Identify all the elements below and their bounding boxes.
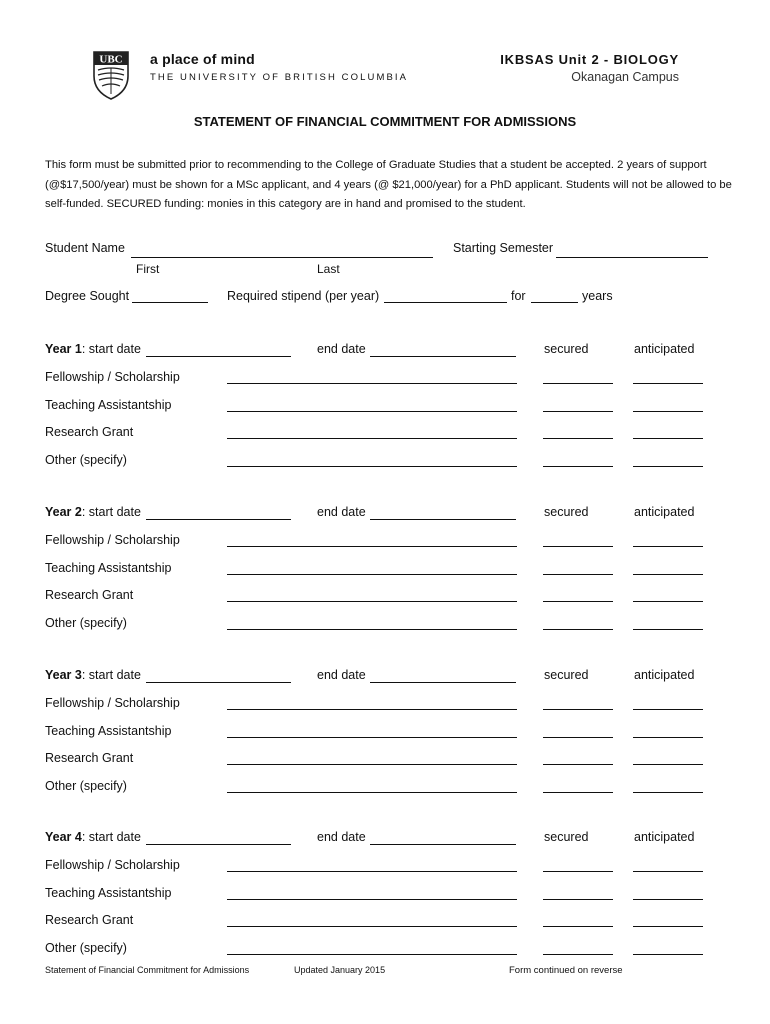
year-3-end-date-field[interactable] [370, 682, 516, 683]
year-3-anticipated-header: anticipated [634, 668, 695, 682]
required-stipend-label: Required stipend (per year) [227, 289, 380, 303]
first-name-caption: First [136, 262, 160, 276]
year-1-row-1-label: Fellowship / Scholarship [45, 370, 180, 384]
year-3-start-date-field[interactable] [146, 682, 291, 683]
degree-sought-field[interactable] [132, 302, 208, 303]
year-1-row-4-anticipated-field[interactable] [633, 466, 703, 467]
year-4-row-3-label: Research Grant [45, 913, 134, 927]
footer-updated-date: Updated January 2015 [294, 965, 386, 975]
campus-name: Okanagan Campus [571, 70, 679, 84]
year-2-end-date-label: end date [317, 505, 366, 519]
year-1-start-label [45, 342, 141, 356]
year-2-end-date-field[interactable] [370, 519, 516, 520]
year-1-row-2-description-field[interactable] [227, 411, 517, 412]
year-3-row-1-anticipated-field[interactable] [633, 709, 703, 710]
year-4-row-2-anticipated-field[interactable] [633, 899, 703, 900]
year-3-row-2-secured-field[interactable] [543, 737, 613, 738]
year-1-row-1-description-field[interactable] [227, 383, 517, 384]
year-2-row-4-label: Other (specify) [45, 616, 127, 630]
year-2-row-1-anticipated-field[interactable] [633, 546, 703, 547]
year-2-row-4-secured-field[interactable] [543, 629, 613, 630]
year-2-label: Year 2 [45, 505, 82, 519]
year-4-row-1-secured-field[interactable] [543, 871, 613, 872]
year-4-row-2-label: Teaching Assistantship [45, 886, 172, 900]
year-4-secured-header: secured [544, 830, 589, 844]
year-3-end-date-label: end date [317, 668, 366, 682]
year-1-row-3-description-field[interactable] [227, 438, 517, 439]
unit-name: IKBSAS Unit 2 - BIOLOGY [500, 52, 679, 67]
year-3-secured-header: secured [544, 668, 589, 682]
last-name-caption: Last [317, 262, 340, 276]
year-1-secured-header: secured [544, 342, 589, 356]
year-4-row-3-secured-field[interactable] [543, 926, 613, 927]
year-4-row-4-anticipated-field[interactable] [633, 954, 703, 955]
year-3-row-1-secured-field[interactable] [543, 709, 613, 710]
student-name-field[interactable] [131, 257, 433, 258]
year-3-row-2-anticipated-field[interactable] [633, 737, 703, 738]
year-2-row-2-label: Teaching Assistantship [45, 561, 172, 575]
year-3-row-4-anticipated-field[interactable] [633, 792, 703, 793]
year-3-row-4-label: Other (specify) [45, 779, 127, 793]
year-3-start-suffix: : start date [81, 668, 141, 682]
year-3-row-1-label: Fellowship / Scholarship [45, 696, 180, 710]
year-4-row-1-label: Fellowship / Scholarship [45, 858, 180, 872]
year-1-row-3-secured-field[interactable] [543, 438, 613, 439]
year-1-row-2-anticipated-field[interactable] [633, 411, 703, 412]
year-2-row-3-secured-field[interactable] [543, 601, 613, 602]
footer-continued-note: Form continued on reverse [509, 965, 623, 976]
form-title: STATEMENT OF FINANCIAL COMMITMENT FOR ADMISSIONS [193, 114, 577, 129]
year-3-row-2-description-field[interactable] [227, 737, 517, 738]
year-3-row-4-description-field[interactable] [227, 792, 517, 793]
for-label: for [511, 289, 526, 303]
year-1-row-4-label: Other (specify) [45, 453, 127, 467]
year-4-row-1-description-field[interactable] [227, 871, 517, 872]
year-1-start-suffix: : start date [81, 342, 141, 356]
year-4-end-date-label: end date [317, 830, 366, 844]
year-4-start-date-field[interactable] [146, 844, 291, 845]
year-1-row-3-label: Research Grant [45, 425, 134, 439]
university-name: THE UNIVERSITY OF BRITISH COLUMBIA [150, 72, 409, 83]
year-2-row-1-label: Fellowship / Scholarship [45, 533, 180, 547]
year-1-anticipated-header: anticipated [634, 342, 695, 356]
year-3-row-3-description-field[interactable] [227, 764, 517, 765]
ubc-crest-logo [92, 50, 130, 100]
year-3-row-4-secured-field[interactable] [543, 792, 613, 793]
year-1-row-4-secured-field[interactable] [543, 466, 613, 467]
year-2-row-1-secured-field[interactable] [543, 546, 613, 547]
year-4-row-1-anticipated-field[interactable] [633, 871, 703, 872]
degree-sought-label: Degree Sought [45, 289, 130, 303]
year-3-row-2-label: Teaching Assistantship [45, 724, 172, 738]
year-4-anticipated-header: anticipated [634, 830, 695, 844]
year-4-row-3-anticipated-field[interactable] [633, 926, 703, 927]
year-2-start-label [45, 505, 141, 519]
year-4-row-4-secured-field[interactable] [543, 954, 613, 955]
year-2-row-3-label: Research Grant [45, 588, 134, 602]
year-2-row-4-anticipated-field[interactable] [633, 629, 703, 630]
year-3-label: Year 3 [45, 668, 82, 682]
required-stipend-field[interactable] [384, 302, 507, 303]
year-1-row-3-anticipated-field[interactable] [633, 438, 703, 439]
year-1-end-date-field[interactable] [370, 356, 516, 357]
years-count-field[interactable] [531, 302, 578, 303]
year-1-row-2-label: Teaching Assistantship [45, 398, 172, 412]
year-3-row-3-secured-field[interactable] [543, 764, 613, 765]
year-4-row-4-label: Other (specify) [45, 941, 127, 955]
starting-semester-field[interactable] [556, 257, 708, 258]
year-2-row-2-anticipated-field[interactable] [633, 574, 703, 575]
year-4-start-suffix: : start date [81, 830, 141, 844]
year-4-row-3-description-field[interactable] [227, 926, 517, 927]
intro-paragraph: This form must be submitted prior to recommending to the College of Graduate Studies that a student be accepted. 2 years of support (@$17,500/year) must be shown for a MSc applicant, and 4 years (@ $21,000/year) for a PhD applicant. Students will not be allowed to be self-funded. SECURED funding: monies in this category are in hand and promised to the student. [45, 159, 732, 210]
year-4-start-label [45, 830, 141, 844]
year-1-row-2-secured-field[interactable] [543, 411, 613, 412]
years-label: years [582, 289, 613, 303]
year-4-label: Year 4 [45, 830, 82, 844]
year-2-secured-header: secured [544, 505, 589, 519]
year-4-end-date-field[interactable] [370, 844, 516, 845]
year-1-label: Year 1 [45, 342, 82, 356]
year-1-start-date-field[interactable] [146, 356, 291, 357]
student-name-label: Student Name [45, 241, 125, 255]
year-2-start-date-field[interactable] [146, 519, 291, 520]
year-4-row-2-description-field[interactable] [227, 899, 517, 900]
tagline: a place of mind [150, 51, 255, 67]
year-4-row-2-secured-field[interactable] [543, 899, 613, 900]
year-3-start-label [45, 668, 141, 682]
year-3-row-1-description-field[interactable] [227, 709, 517, 710]
year-2-row-4-description-field[interactable] [227, 629, 517, 630]
year-1-end-date-label: end date [317, 342, 366, 356]
footer-form-name: Statement of Financial Commitment for Admissions [45, 965, 250, 975]
year-2-row-3-anticipated-field[interactable] [633, 601, 703, 602]
year-2-anticipated-header: anticipated [634, 505, 695, 519]
year-4-row-4-description-field[interactable] [227, 954, 517, 955]
year-3-row-3-anticipated-field[interactable] [633, 764, 703, 765]
year-1-row-1-anticipated-field[interactable] [633, 383, 703, 384]
year-2-row-2-description-field[interactable] [227, 574, 517, 575]
year-2-row-3-description-field[interactable] [227, 601, 517, 602]
year-2-row-1-description-field[interactable] [227, 546, 517, 547]
year-1-row-1-secured-field[interactable] [543, 383, 613, 384]
year-3-row-3-label: Research Grant [45, 751, 134, 765]
starting-semester-label: Starting Semester [453, 241, 554, 255]
year-2-row-2-secured-field[interactable] [543, 574, 613, 575]
year-2-start-suffix: : start date [81, 505, 141, 519]
year-1-row-4-description-field[interactable] [227, 466, 517, 467]
logo-text: UBC [99, 53, 123, 66]
